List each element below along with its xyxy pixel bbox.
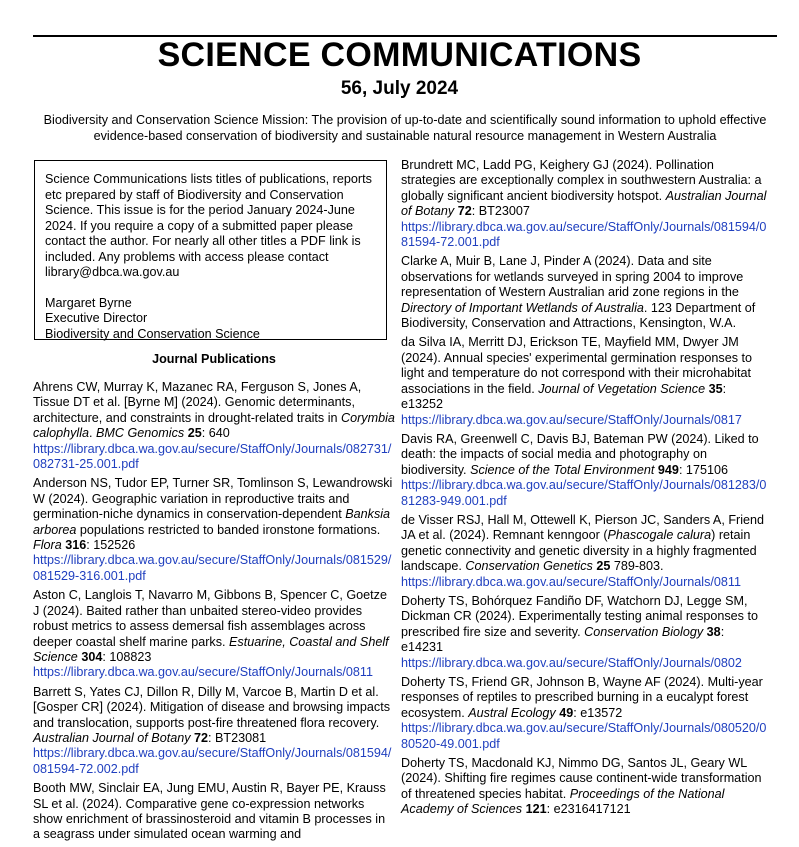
entry-pdf-link[interactable]: https://library.dbca.wa.gov.au/secure/StaffOnly/Journals/081594/081594-72.001.pdf <box>401 219 767 250</box>
entry-title-text: . <box>89 426 97 441</box>
entry-journal: Journal of Vegetation Science <box>538 381 706 396</box>
entry-journal: Australian Journal of Botany <box>33 730 191 745</box>
entry-volume: 49 <box>559 705 574 720</box>
entry-authors: Booth MW, Sinclair EA, Jung EMU, Austin R, Bayer PE, Krauss SL et al. (2024). Comparative gene co-expression networks show enrichment of brassinosteroid and vitamin B processes in a seagrass under simulated ocean warming and <box>33 781 386 842</box>
entry-pages: : BT23081 <box>208 730 267 745</box>
entry-species-name: Phascogale calura <box>607 528 712 543</box>
entry-pages: : e13252 <box>401 381 727 412</box>
entry-title-text: ) retain genetic connectivity and genetic diversity in a highly fragmented landscape. <box>401 528 757 574</box>
signature-block <box>45 296 378 343</box>
entry-authors: Doherty TS, Friend GR, Johnson B, Wayne AF (2024). Multi-year responses of reptiles to prescribed burning in a eucalypt forest ecosystem. <box>401 675 763 720</box>
entry-journal: Science of the Total Environment <box>470 462 655 477</box>
entry-species-name: Banksia arborea <box>33 507 391 537</box>
entry-pages: : 108823 <box>102 649 152 664</box>
entry-pages: : 640 <box>201 426 230 441</box>
issue-number: 56, July 2024 <box>340 78 459 99</box>
entry-volume: 304 <box>81 649 103 664</box>
publication-entry <box>401 756 769 818</box>
entry-volume: 38 <box>706 624 721 639</box>
page-title: SCIENCE COMMUNICATIONS <box>157 36 642 74</box>
right-column <box>401 158 769 822</box>
entry-pages: 789-803. <box>610 559 664 574</box>
entry-pdf-link[interactable]: https://library.dbca.wa.gov.au/secure/StaffOnly/Journals/081283/081283-949.001.pdf <box>401 478 767 508</box>
entry-pdf-link[interactable]: https://library.dbca.wa.gov.au/secure/StaffOnly/Journals/081594/081594-72.002.pdf <box>33 746 392 776</box>
entry-pages: : e14231 <box>401 624 725 655</box>
entry-pdf-link[interactable]: https://library.dbca.wa.gov.au/secure/StaffOnly/Journals/0817 <box>401 412 742 427</box>
entry-journal: Estuarine, Coastal and Shelf Science <box>33 634 389 664</box>
mission-statement: Biodiversity and Conservation Science Mission: The provision of up-to-date and scientifically sound information to uphold effective evidence-based conservation of biodiversity and sustainable natural resource management in Western Australia <box>43 113 767 143</box>
entry-pdf-link[interactable]: https://library.dbca.wa.gov.au/secure/StaffOnly/Journals/0802 <box>401 655 742 670</box>
entry-journal: Austral Ecology <box>468 705 556 720</box>
publication-entry <box>33 380 395 472</box>
entry-volume: 35 <box>708 381 723 396</box>
entry-authors: Doherty TS, Macdonald KJ, Nimmo DG, Santos JL, Geary WL (2024). Shifting fire regimes cause continent-wide transformation of threatened species habitat. <box>401 756 762 801</box>
entry-authors: Aston C, Langlois T, Navarro M, Gibbons B, Spencer C, Goetze J (2024). Baited rather than unbaited stereo-video provides robust metrics to assess demersal fish assemblages across deeper coastal shelf marine parks. <box>33 588 387 649</box>
entry-pdf-link[interactable]: https://library.dbca.wa.gov.au/secure/StaffOnly/Journals/080520/080520-49.001.pdf <box>401 721 767 751</box>
entry-pages: : e2316417121 <box>546 802 631 817</box>
signatory-org: Biodiversity and Conservation Science <box>45 326 260 341</box>
publication-entry <box>401 335 769 427</box>
left-column <box>33 352 395 847</box>
entry-journal: Conservation Genetics <box>465 559 593 574</box>
entry-journal: Conservation Biology <box>584 624 704 639</box>
entry-journal: Australian Journal of Botany <box>401 188 767 219</box>
entry-pages: . 123 Department of Biodiversity, Conservation and Attractions, Kensington, W.A. <box>401 300 756 331</box>
entry-pages: : 175106 <box>678 462 728 477</box>
entry-volume: 949 <box>657 462 679 477</box>
entry-volume: 72 <box>194 730 209 745</box>
signatory-role: Executive Director <box>45 311 148 325</box>
publication-entry <box>401 513 769 590</box>
publication-entry <box>401 594 769 671</box>
entry-pdf-link[interactable]: https://library.dbca.wa.gov.au/secure/StaffOnly/Journals/081529/081529-316.001.pdf <box>33 553 392 583</box>
publication-entry <box>33 588 395 680</box>
publication-entry <box>401 432 769 509</box>
entry-pages: : e13572 <box>573 705 623 720</box>
publication-entry <box>401 254 769 331</box>
entry-authors: Barrett S, Yates CJ, Dillon R, Dilly M, Varcoe B, Martin D et al. [Gosper CR] (2024). Mitigation of disease and browsing impacts and translocation, supports post-fire threatened flora recovery. <box>33 684 390 730</box>
publication-entry <box>33 476 395 584</box>
entry-authors: Doherty TS, Bohórquez Fandiño DF, Watchorn DJ, Legge SM, Dickman CR (2024). Experimentally testing animal responses to prescribed fire size and severity. <box>401 593 758 639</box>
entry-journal: BMC Genomics <box>96 426 185 441</box>
entry-authors: de Visser RSJ, Hall M, Ottewell K, Pierson JC, Sanders A, Friend JA et al. (2024). Remnant kenngoor ( <box>401 512 765 543</box>
intro-box <box>34 160 387 340</box>
publication-entry <box>33 685 395 777</box>
intro-text: Science Communications lists titles of publications, reports etc prepared by staff of Biodiversity and Conservation Science. This issue is for the period January 2024-June 2024. If you require a copy of a submitted paper please contact the author. For nearly all other titles a PDF link is included. Any problems with access please contact library@dbca.wa.gov.au <box>45 172 372 279</box>
entry-authors: Davis RA, Greenwell C, Davis BJ, Bateman PW (2024). Liked to death: the impacts of social media and photography on biodiversity. <box>401 431 759 477</box>
entry-pages: : BT23007 <box>471 204 530 219</box>
entry-authors: Brundrett MC, Ladd PG, Keighery GJ (2024). Pollination strategies are exceptionally complex in southwestern Australia: a globally significant ancient biodiversity hotspot. <box>401 158 762 203</box>
section-title: Journal Publications <box>152 352 276 366</box>
entry-journal: Flora <box>33 538 62 553</box>
entry-pdf-link[interactable]: https://library.dbca.wa.gov.au/secure/StaffOnly/Journals/082731/082731-25.001.pdf <box>33 441 392 472</box>
entry-pdf-link[interactable]: https://library.dbca.wa.gov.au/secure/StaffOnly/Journals/0811 <box>33 665 373 680</box>
entry-volume: 121 <box>525 802 547 817</box>
entry-journal: Directory of Important Wetlands of Australia <box>401 300 644 315</box>
entry-volume: 25 <box>187 426 202 441</box>
entry-species-name: Corymbia calophylla <box>33 410 395 441</box>
entry-authors: Anderson NS, Tudor EP, Turner SR, Tomlinson S, Lewandrowski W (2024). Geographic variation in reproductive traits and germination-niche dynamics in conservation-dependent <box>33 476 393 522</box>
entry-authors: da Silva IA, Merritt DJ, Erickson TE, Mayfield MM, Dwyer JM (2024). Annual species' experimental germination responses to light and temperature do not correspond with their microhabitat associations in the field. <box>401 335 753 396</box>
entry-authors: Clarke A, Muir B, Lane J, Pinder A (2024). Data and site observations for wetlands surveyed in spring 2004 to improve representation of Western Australian arid zone regions in the <box>401 254 744 300</box>
entry-title-text: populations restricted to banded ironstone formations. <box>76 522 381 537</box>
publication-entry <box>401 158 769 250</box>
entry-volume: 25 <box>596 559 611 574</box>
entry-volume: 316 <box>65 538 87 553</box>
entry-pages: : 152526 <box>86 538 136 553</box>
entry-pdf-link[interactable]: https://library.dbca.wa.gov.au/secure/StaffOnly/Journals/0811 <box>401 574 741 589</box>
signatory-name: Margaret Byrne <box>45 295 132 310</box>
publication-entry <box>401 675 769 752</box>
entry-journal: Proceedings of the National Academy of Sciences <box>401 786 725 817</box>
entry-volume: 72 <box>457 204 472 219</box>
publication-entry <box>33 781 395 843</box>
entry-authors: Ahrens CW, Murray K, Mazanec RA, Ferguson S, Jones A, Tissue DT et al. [Byrne M] (2024). Genomic determinants, architecture, and constraints in drought-related traits in <box>33 380 362 425</box>
